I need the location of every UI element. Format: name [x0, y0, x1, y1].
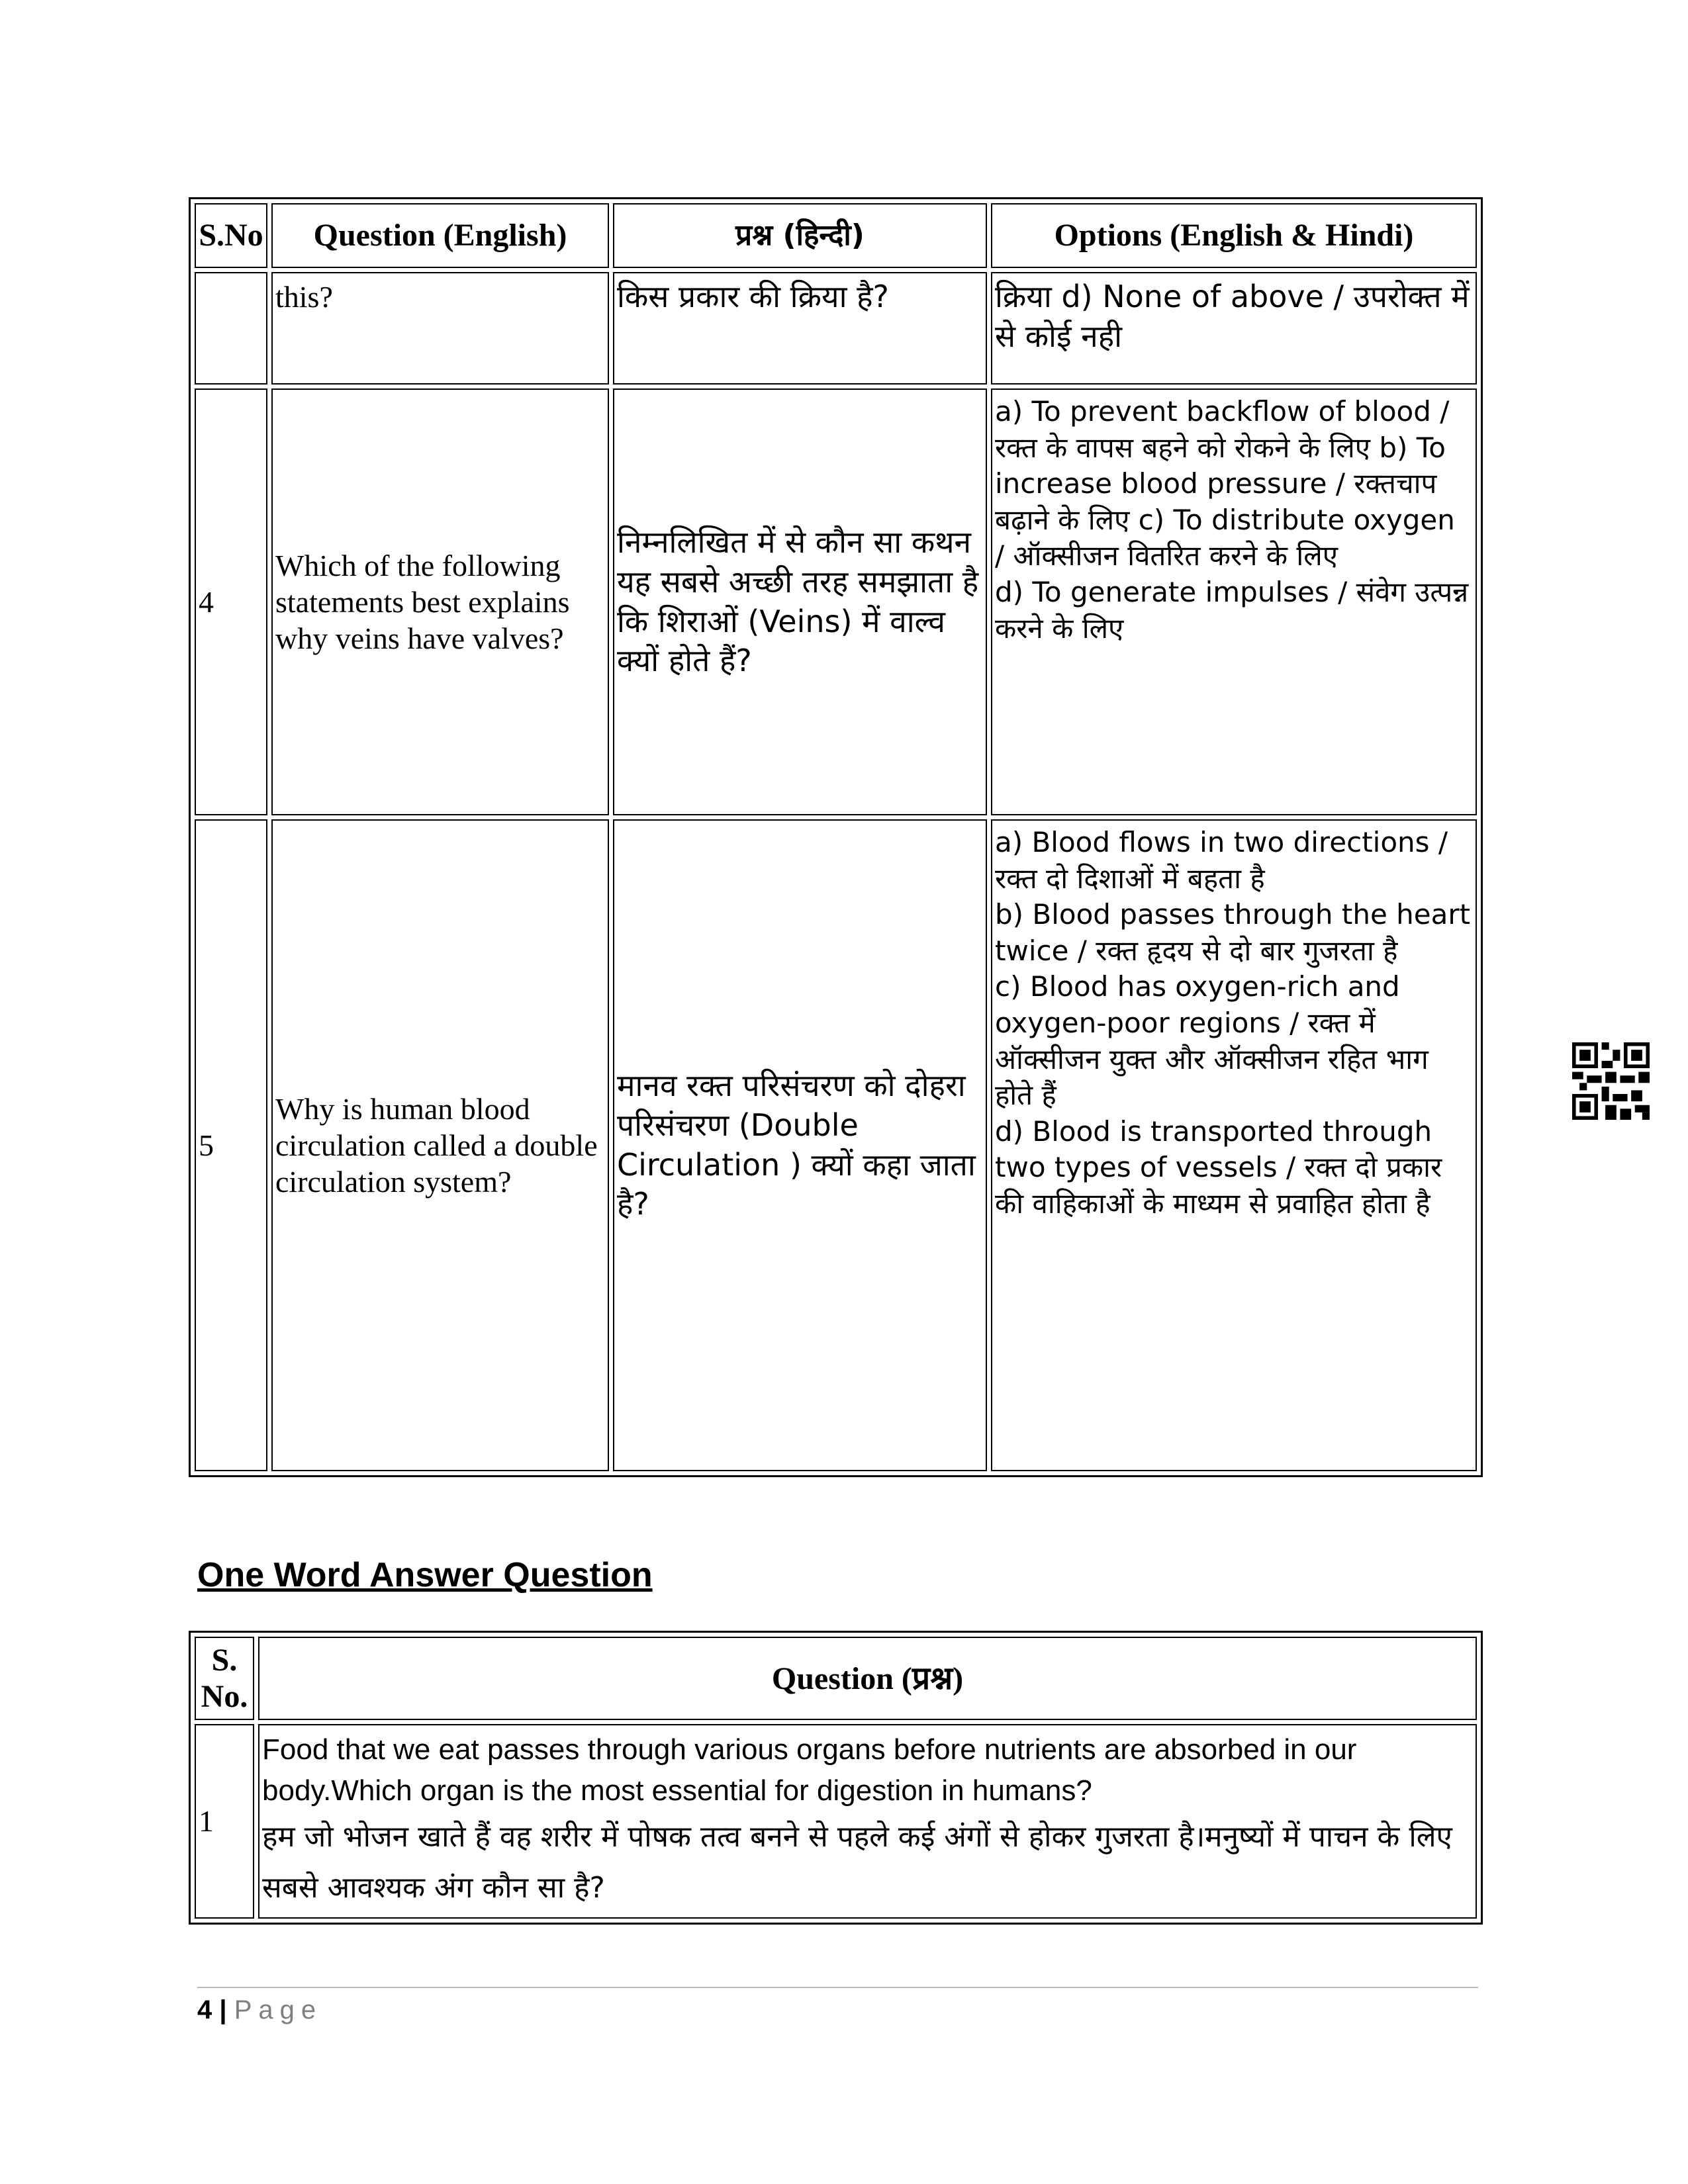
header-sno: S.No [195, 203, 267, 268]
option: a) To prevent backflow of blood / रक्त के वापस बहने को रोकने के लिए b) To increase blood pressure / रक्तचाप बढ़ाने के लिए c) To distribute oxygen / ऑक्सीजन वितरित करने के लिए [995, 395, 1455, 572]
header-question-en: Question (English) [271, 203, 609, 268]
options [991, 819, 1477, 1471]
page-number: 4 [197, 1995, 212, 2025]
footer-separator: | [219, 1995, 227, 2025]
question-hi: किस प्रकार की क्रिया है? [613, 272, 987, 385]
question-hi: निम्नलिखित में से कौन सा कथन यह सबसे अच्छी तरह समझाता है कि शिराओं (Veins) में वाल्व क्यों होते हैं? [613, 388, 987, 815]
header-question: Question (प्रश्न) [258, 1637, 1477, 1720]
sno: 5 [195, 819, 267, 1471]
table-row [195, 388, 1477, 815]
table-header-row [195, 203, 1477, 268]
section-heading: One Word Answer Question [197, 1556, 653, 1594]
header-sno: S. No. [195, 1637, 254, 1720]
question-hi: हम जो भोजन खाते हैं वह शरीर में पोषक तत्व बनने से पहले कई अंगों से होकर गुजरता है।मनुष्यों में पाचन के लिए सबसे आवश्यक अंग कौन सा है? [262, 1819, 1452, 1905]
question-en: Why is human blood circulation called a double circulation system? [271, 819, 609, 1471]
question-en: Which of the following statements best explains why veins have valves? [271, 388, 609, 815]
table-row [195, 819, 1477, 1471]
option: d) Blood is transported through two types of vessels / रक्त दो प्रकार की वाहिकाओं के माध्यम से प्रवाहित होता है [995, 1115, 1442, 1220]
table-header-row [195, 1637, 1477, 1720]
question [258, 1724, 1477, 1918]
question-en: this? [271, 272, 609, 385]
table-row [195, 272, 1477, 385]
sno [195, 272, 267, 385]
mcq-table [189, 197, 1483, 1477]
header-question-hi: प्रश्न (हिन्दी) [613, 203, 987, 268]
qr-code-icon [1572, 1042, 1650, 1120]
option: b) Blood passes through the heart twice / रक्त हृदय से दो बार गुजरता है [995, 898, 1471, 967]
sno: 1 [195, 1724, 254, 1918]
footer-divider [197, 1987, 1478, 1988]
option: d) To generate impulses / संवेग उत्पन्न करने के लिए [995, 575, 1469, 645]
option: a) Blood flows in two directions / रक्त दो दिशाओं में बहता है [995, 826, 1448, 895]
page-label: Page [234, 1995, 323, 2025]
page-footer [197, 1995, 322, 2025]
option: क्रिया d) None of above / उपरोक्त में से कोई नही [995, 279, 1470, 354]
question-hi: मानव रक्त परिसंचरण को दोहरा परिसंचरण (Double Circulation ) क्यों कहा जाता है? [613, 819, 987, 1471]
header-options: Options (English & Hindi) [991, 203, 1477, 268]
question-en: Food that we eat passes through various organs before nutrients are absorbed in our body.Which organ is the most essential for digestion in humans? [262, 1733, 1357, 1807]
sno: 4 [195, 388, 267, 815]
options [991, 388, 1477, 815]
one-word-table [189, 1631, 1483, 1925]
option: c) Blood has oxygen-rich and oxygen-poor regions / रक्त में ऑक्सीजन युक्त और ऑक्सीजन रहित भाग होते हैं [995, 970, 1429, 1112]
table-row [195, 1724, 1477, 1918]
options [991, 272, 1477, 385]
